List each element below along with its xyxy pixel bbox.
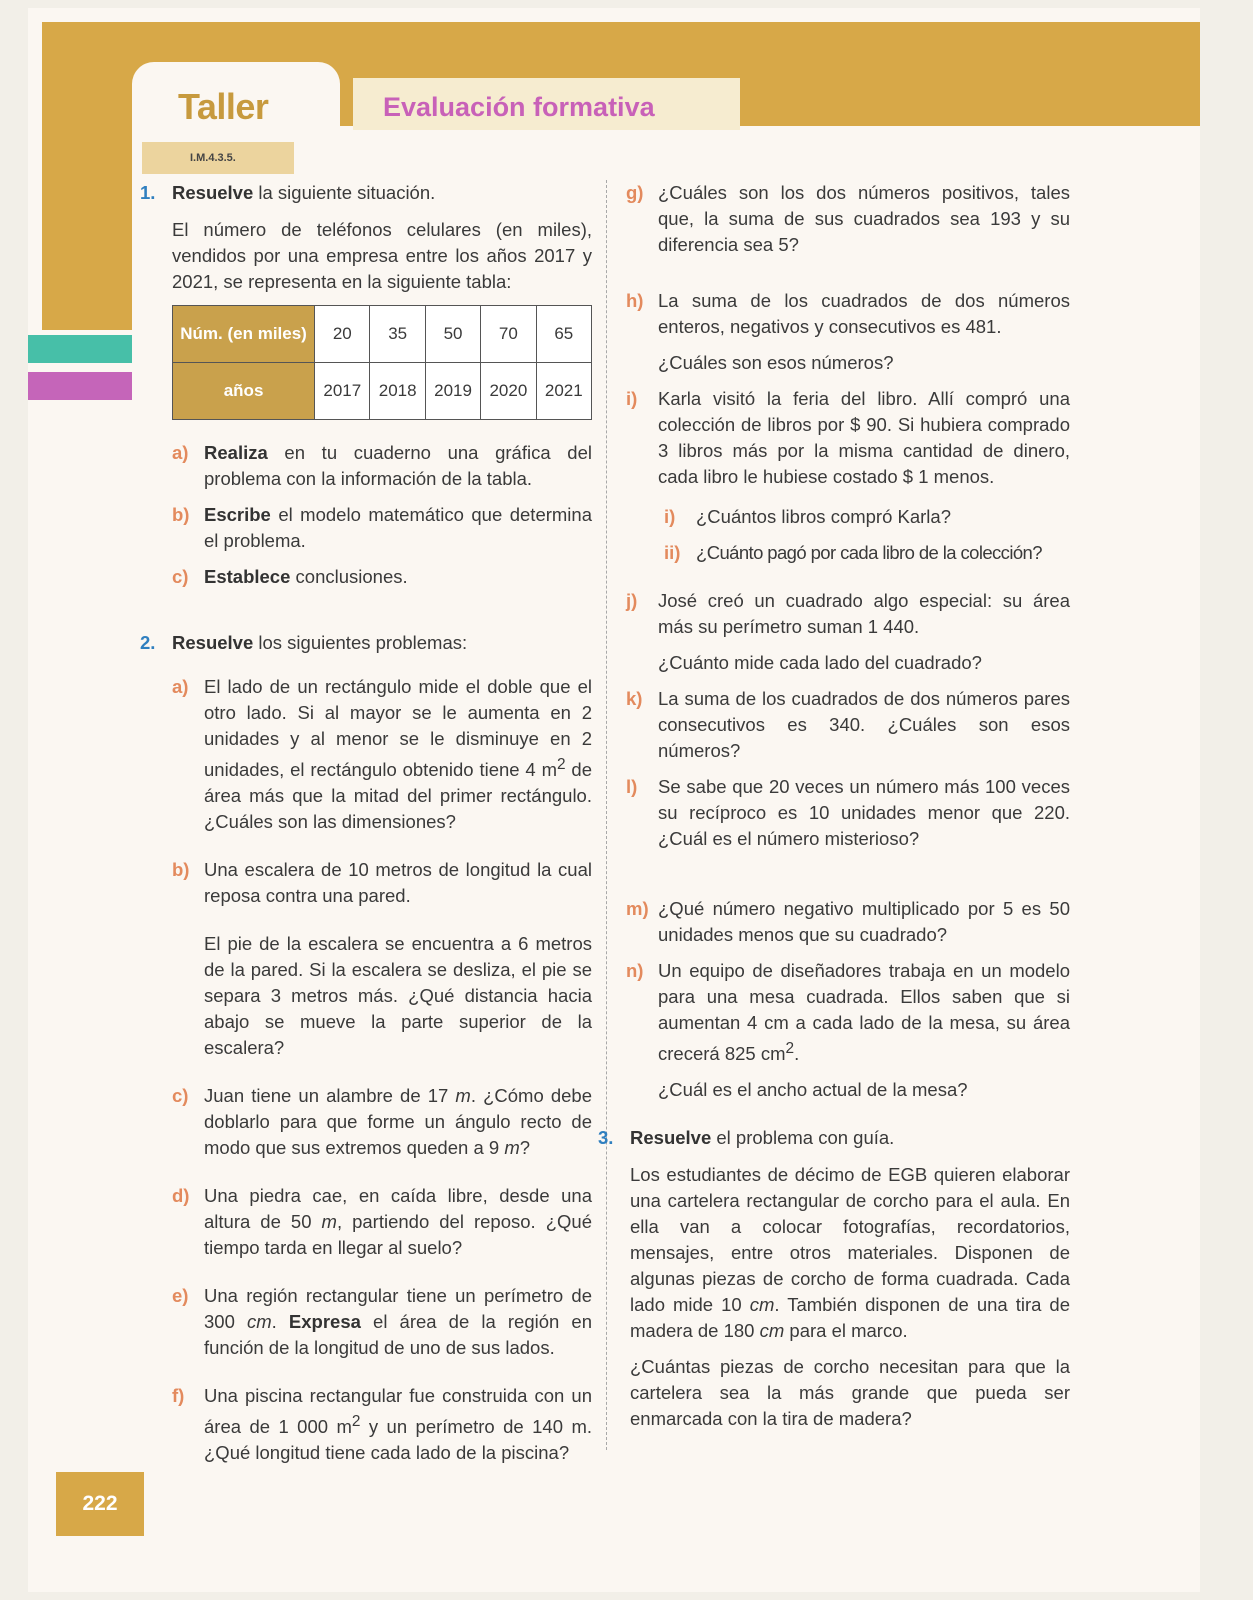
item-text: La suma de los cuadrados de dos números enteros, negativos y consecutivos es 481. [658, 290, 1070, 337]
teal-margin-strip [28, 335, 132, 363]
table-header-cell: Núm. (en miles) [173, 306, 315, 363]
item-text: Juan tiene un alambre de 17 [204, 1085, 456, 1107]
item-letter: c) [172, 566, 189, 587]
item-text: de área más que la mitad del primer rectángulo. ¿Cuáles son las dimensiones? [204, 759, 592, 833]
table-row [173, 363, 592, 420]
superscript: 2 [351, 1413, 361, 1431]
question-1b [172, 502, 592, 554]
left-margin-band [42, 108, 132, 330]
item-letter: k) [626, 688, 643, 709]
question-2i-sub-ii [664, 540, 1070, 566]
item-letter: m) [626, 898, 649, 919]
instruction-verb: Resuelve [172, 632, 254, 653]
question-3-heading [598, 1125, 1070, 1151]
unit: m [321, 1211, 337, 1233]
table-cell: 70 [481, 306, 536, 363]
item-continuation: ¿Cuánto mide cada lado del cuadrado? [658, 652, 982, 673]
unit: cm [749, 1294, 775, 1316]
table-cell: 20 [315, 306, 370, 363]
item-letter: a) [172, 442, 189, 463]
unit: m [504, 1137, 520, 1159]
table-row [173, 306, 592, 363]
item-text: Una escalera de 10 metros de longitud la cual reposa contra una pared. [204, 859, 592, 907]
item-text: y un perímetro de 140 m. ¿Qué longitud tiene cada lado de la piscina? [204, 1416, 592, 1464]
item-letter: h) [626, 290, 644, 311]
item-letter: b) [172, 504, 190, 525]
unit: cm [759, 1320, 785, 1342]
instruction-verb: Expresa [288, 1311, 361, 1333]
unit: cm [246, 1311, 272, 1333]
table-cell: 35 [370, 306, 425, 363]
item-letter: a) [172, 676, 189, 697]
question-1a [172, 440, 592, 492]
instruction-verb: Realiza [204, 442, 268, 463]
question-2i-sub-i [664, 504, 1070, 530]
unit: m [455, 1085, 471, 1107]
item-letter: d) [172, 1185, 190, 1207]
superscript: 2 [556, 756, 566, 773]
item-text: conclusiones. [290, 566, 408, 587]
item-text: ¿Cuánto pagó por cada libro de la colección? [696, 542, 1042, 563]
question-1-heading [140, 180, 592, 206]
question-1-intro: El número de teléfonos celulares (en miles), vendidos por una empresa entre los años 2017 y 2021, se representa en la siguiente tabla: [172, 219, 592, 292]
instruction-verb: Resuelve [630, 1127, 712, 1149]
item-text: José creó un cuadrado algo especial: su área más su perímetro suman 1 440. [658, 590, 1070, 637]
indicator-code: I.M.4.3.5. [142, 142, 294, 174]
page [28, 8, 1200, 1592]
item-text: Un equipo de diseñadores trabaja en un modelo para una mesa cuadrada. Ellos saben que si aumentan 4 cm a cada lado de la mesa, su área crecerá 825 cm [658, 960, 1070, 1065]
item-text: Se sabe que 20 veces un número más 100 veces su recíproco es 10 unidades menor que 220. ¿Cuál es el número misterioso? [658, 776, 1070, 849]
question-2i [626, 386, 1070, 490]
item-letter: c) [172, 1085, 189, 1107]
item-letter: ii) [664, 542, 681, 563]
question-2d [172, 1183, 592, 1261]
item-text: El lado de un rectángulo mide el doble que el otro lado. Si al mayor se le aumenta en 2 unidades y al menor se le disminuye en 2 unidades, el rectángulo obtenido tiene 4 m [204, 676, 592, 781]
question-2l [626, 774, 1070, 852]
item-letter: i) [626, 388, 638, 409]
item-text: Una piedra cae, en caída libre, desde una altura de 50 [204, 1185, 592, 1233]
item-letter: e) [172, 1285, 189, 1307]
question-2j [626, 588, 1070, 676]
question-2c [172, 1083, 592, 1161]
question-number: 1. [140, 182, 156, 203]
instruction-verb: Escribe [204, 504, 271, 525]
question-2h [626, 288, 1070, 376]
item-letter: f) [172, 1385, 185, 1407]
item-continuation: El pie de la escalera se encuentra a 6 metros de la pared. Si la escalera se desliza, el pie se separa 3 metros más. ¿Qué distancia hacia abajo se mueve la parte superior de la escalera? [204, 933, 592, 1059]
instruction-verb: Establece [204, 566, 291, 587]
table-cell: 50 [425, 306, 480, 363]
instruction-text: la siguiente situación. [253, 182, 436, 203]
table-cell: 65 [536, 306, 591, 363]
question-2b [172, 857, 592, 1061]
item-letter: n) [626, 960, 644, 981]
table-cell: 2019 [425, 363, 480, 420]
superscript: 2 [785, 1040, 795, 1057]
instruction-text: el problema con guía. [711, 1127, 895, 1149]
item-text: Una piscina rectangular fue construida con un área de 1 000 m [204, 1385, 592, 1438]
question-2n [626, 958, 1070, 1103]
question-2-heading [140, 630, 592, 656]
item-continuation: ¿Cuál es el ancho actual de la mesa? [658, 1079, 968, 1101]
question-number: 2. [140, 632, 156, 653]
item-letter: j) [626, 590, 638, 611]
question-3-question: ¿Cuántas piezas de corcho necesitan para que la cartelera sea la más grande que pueda ser enmarcada con la tira de madera? [630, 1356, 1070, 1430]
item-text: el área de la región en función de la longitud de uno de sus lados. [204, 1311, 593, 1359]
page-number: 222 [56, 1472, 144, 1536]
item-text: el modelo matemático que determina el problema. [204, 504, 592, 551]
question-2m [626, 896, 1070, 948]
item-text: ? [519, 1137, 531, 1159]
paragraph-text: . También disponen de una tira de madera de 180 [630, 1294, 1070, 1342]
item-text: . [794, 1043, 800, 1065]
item-text: ¿Cuántos libros compró Karla? [696, 506, 951, 527]
question-3-paragraph [630, 1162, 1070, 1344]
instruction-verb: Resuelve [172, 182, 254, 203]
item-text: . [271, 1311, 289, 1333]
sales-table [172, 305, 592, 420]
instruction-text: los siguientes problemas: [253, 632, 468, 653]
item-text: . ¿Cómo debe doblarlo para que forme un ángulo recto de modo que sus extremos queden a 9 [204, 1085, 592, 1159]
left-column [140, 180, 592, 1476]
magenta-margin-strip [28, 372, 132, 400]
item-letter: g) [626, 182, 644, 203]
question-number: 3. [598, 1127, 614, 1149]
item-letter: l) [626, 776, 638, 797]
question-2k [626, 686, 1070, 764]
item-letter: b) [172, 859, 190, 881]
question-2a [172, 674, 592, 835]
table-cell: 2021 [536, 363, 591, 420]
item-text: , partiendo del reposo. ¿Qué tiempo tarda en llegar al suelo? [204, 1211, 592, 1259]
question-1c [172, 564, 592, 590]
item-text: ¿Cuáles son los dos números positivos, tales que, la suma de sus cuadrados sea 193 y su diferencia sea 5? [658, 182, 1070, 255]
table-cell: 2017 [315, 363, 370, 420]
item-text: Karla visitó la feria del libro. Allí compró una colección de libros por $ 90. Si hubiera comprado 3 libros más por la misma cantidad de dinero, cada libro le hubiese costado $ 1 menos. [658, 388, 1070, 487]
table-cell: 2020 [481, 363, 536, 420]
section-title: Taller [178, 86, 269, 127]
table-header-cell: años [173, 363, 315, 420]
question-2e [172, 1283, 592, 1361]
item-text: en tu cuaderno una gráfica del problema con la información de la tabla. [204, 442, 592, 489]
evaluation-title: Evaluación formativa [383, 92, 655, 122]
item-continuation: ¿Cuáles son esos números? [658, 352, 894, 373]
item-text: Una región rectangular tiene un perímetro de 300 [204, 1285, 592, 1333]
paragraph-text: para el marco. [784, 1320, 908, 1342]
right-column [598, 180, 1070, 1432]
item-text: La suma de los cuadrados de dos números pares consecutivos es 340. ¿Cuáles son esos números? [658, 688, 1070, 761]
paragraph-text: Los estudiantes de décimo de EGB quieren elaborar una cartelera rectangular de corcho para el aula. En ella van a colocar fotografías, recordatorios, mensajes, entre otros materiales. Disponen de algunas piezas de corcho de forma cuadrada. Cada lado mide 10 [630, 1164, 1070, 1316]
column-divider [606, 180, 607, 1450]
question-2g [626, 180, 1070, 258]
item-text: ¿Qué número negativo multiplicado por 5 es 50 unidades menos que su cuadrado? [658, 898, 1070, 945]
item-letter: i) [664, 506, 676, 527]
table-cell: 2018 [370, 363, 425, 420]
question-2f [172, 1383, 592, 1466]
